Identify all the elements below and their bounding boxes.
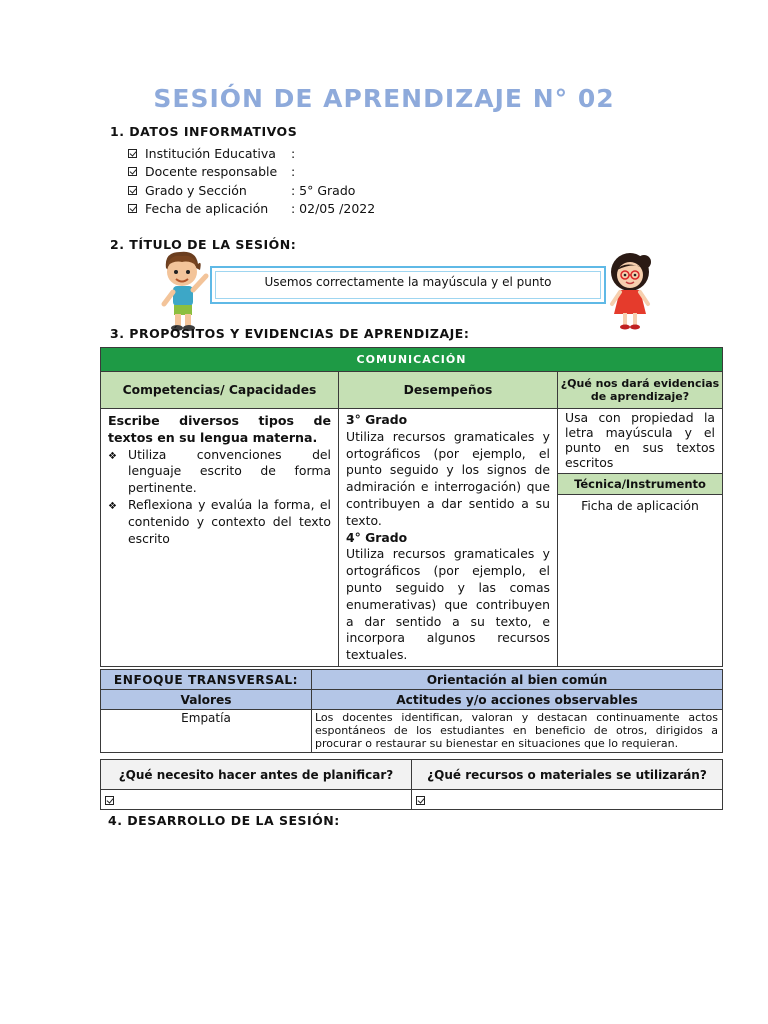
grado4-text: Utiliza recursos gramaticales y ortográficos (por ejemplo, el punto seguido y las comas enumerativas) que contribuyen a dar sentido a su texto, e incorpora algunos recursos textuales.	[346, 546, 550, 663]
header-tecnica: Técnica/Instrumento	[558, 474, 723, 495]
page-title: SESIÓN DE APRENDIZAJE N° 02	[153, 84, 615, 113]
info-row-institucion	[128, 146, 295, 161]
tecnica-cell: Ficha de aplicación	[558, 495, 723, 667]
recursos-header: ¿Qué recursos o materiales se utilizarán?	[412, 760, 723, 790]
capacidad-text: Utiliza convenciones del lenguaje escrito de forma pertinente.	[128, 446, 331, 496]
enfoque-name: Orientación al bien común	[312, 670, 723, 690]
info-value: : 02/05 /2022	[291, 201, 376, 216]
info-label: Docente responsable	[145, 164, 278, 179]
grado4-title: 4° Grado	[346, 529, 408, 545]
recursos-cell	[412, 790, 723, 810]
checkbox-icon	[416, 796, 425, 805]
info-row-docente	[128, 164, 295, 179]
planificacion-table	[100, 759, 723, 810]
checkbox-icon	[128, 186, 137, 195]
grado3-title: 3° Grado	[346, 412, 408, 427]
grado3-text: Utiliza recursos gramaticales y ortográficos (por ejemplo, el punto seguido y los signos de admiración e interrogación) que contribuyen a dar sentido a su texto.	[346, 428, 550, 528]
checkbox-icon	[128, 204, 137, 213]
boy-illustration	[156, 248, 212, 332]
info-label: Grado y Sección	[145, 183, 247, 198]
enfoque-table	[100, 669, 723, 753]
evidencia-cell: Usa con propiedad la letra mayúscula y el punto en sus textos escritos	[558, 409, 723, 474]
actitud-cell: Los docentes identifican, valoran y destacan continuamente actos espontáneos de los estudiantes en beneficio de otros, dirigidos a procurar o restaurar su bienestar en situaciones que lo requieran.	[312, 710, 723, 753]
info-label: Institución Educativa	[145, 146, 276, 161]
diamond-bullet-icon: ❖	[108, 500, 117, 512]
competencias-cell	[101, 409, 339, 667]
session-title-box	[210, 266, 606, 304]
info-label: Fecha de aplicación	[145, 201, 269, 216]
checkbox-icon	[105, 796, 114, 805]
capacidad-item	[108, 497, 331, 547]
header-competencias: Competencias/ Capacidades	[101, 372, 339, 409]
capacidad-item	[108, 447, 331, 497]
capacidad-text: Reflexiona y evalúa la forma, el contenido y contexto del texto escrito	[128, 496, 331, 546]
section-heading-propositos: 3. PROPÓSITOS Y EVIDENCIAS DE APRENDIZAJE:	[110, 326, 470, 341]
section-heading-titulo: 2. TÍTULO DE LA SESIÓN:	[110, 237, 297, 252]
info-value: :	[291, 146, 296, 161]
info-value: :	[291, 164, 296, 179]
valores-header: Valores	[101, 690, 312, 710]
girl-illustration	[604, 250, 656, 332]
session-title-text: Usemos correctamente la mayúscula y el punto	[215, 271, 601, 299]
info-row-grado	[128, 183, 355, 198]
actitudes-header: Actitudes y/o acciones observables	[312, 690, 723, 710]
desempenos-cell	[339, 409, 558, 667]
competencia-text: Escribe diversos tipos de textos en su lengua materna.	[108, 413, 331, 445]
header-evidencias: ¿Qué nos dará evidencias de aprendizaje?	[558, 372, 723, 409]
diamond-bullet-icon: ❖	[108, 450, 117, 462]
info-value: : 5° Grado	[291, 183, 356, 198]
valor-cell: Empatía	[101, 710, 312, 753]
section-heading-datos: 1. DATOS INFORMATIVOS	[110, 124, 298, 139]
enfoque-label: ENFOQUE TRANSVERSAL:	[101, 670, 312, 690]
header-desempenos: Desempeños	[339, 372, 558, 409]
antes-header: ¿Qué necesito hacer antes de planificar?	[101, 760, 412, 790]
info-row-fecha	[128, 201, 375, 216]
checkbox-icon	[128, 149, 137, 158]
comunicacion-table	[100, 347, 723, 667]
area-header: COMUNICACIÓN	[101, 348, 723, 372]
section-heading-desarrollo: 4. DESARROLLO DE LA SESIÓN:	[108, 813, 340, 828]
antes-cell	[101, 790, 412, 810]
checkbox-icon	[128, 167, 137, 176]
